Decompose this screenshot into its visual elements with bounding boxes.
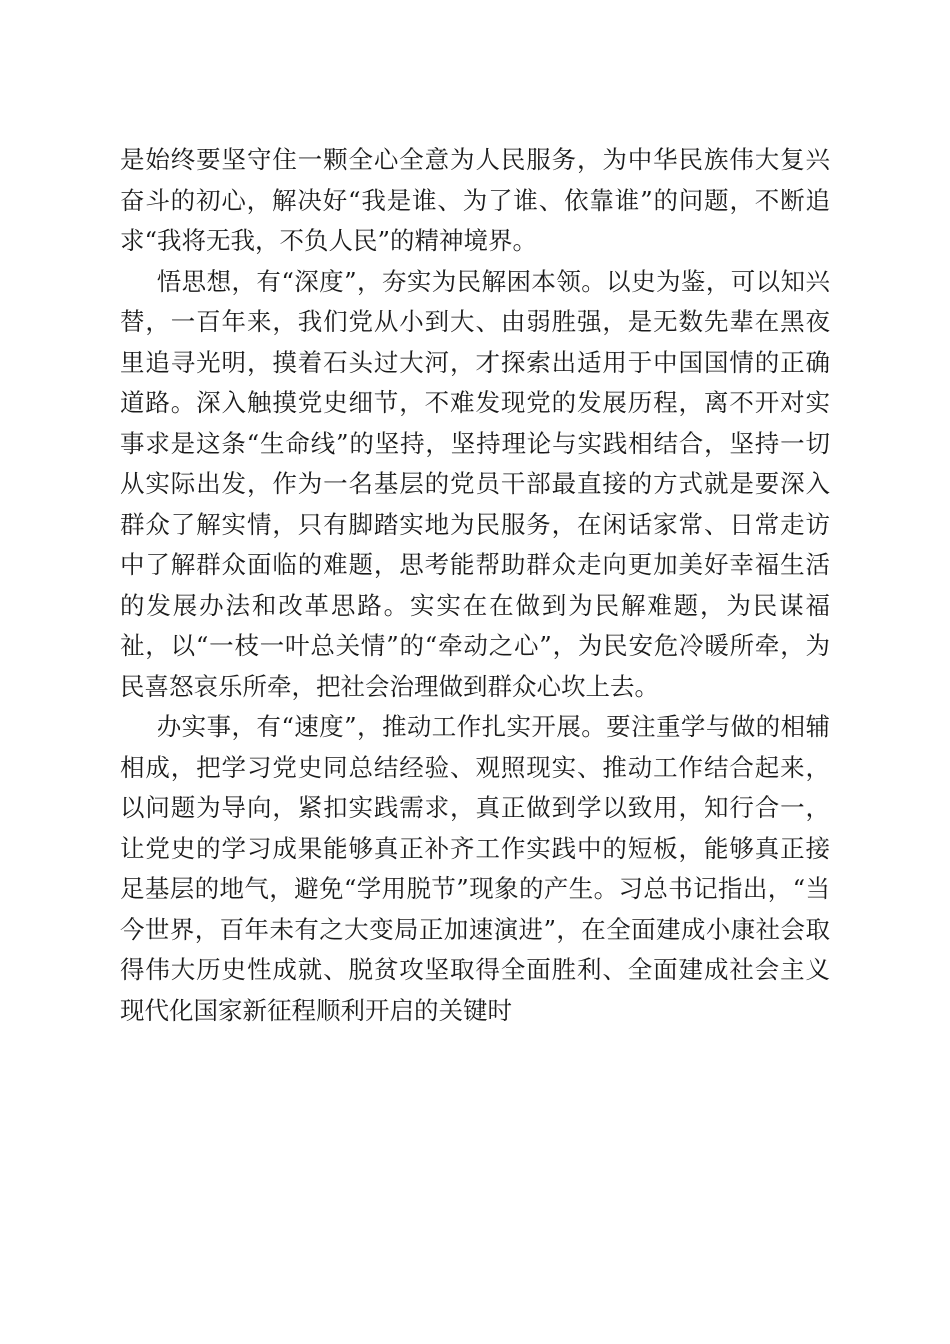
- paragraph-deep-thought: 悟思想，有“深度”，夯实为民解困本领。以史为鉴，可以知兴替，一百年来，我们党从小到大、由弱胜强，是无数先辈在黑夜里追寻光明，摸着石头过大河，才探索出适用于中国国情的正确道路。深入触摸党史细节，不难发现党的发展历程，离不开对实事求是这条“生命线”的坚持，坚持理论与实践相结合，坚持一切从实际出发，作为一名基层的党员干部最直接的方式就是要深入群众了解实情，只有脚踏实地为民服务，在闲话家常、日常走访中了解群众面临的难题，思考能帮助群众走向更加美好幸福生活的发展办法和改革思路。实实在在做到为民解难题，为民谋福祉，以“一枝一叶总关情”的“牵动之心”，为民安危冷暖所牵，为民喜怒哀乐所牵，把社会治理做到群众心坎上去。: [120, 266, 830, 701]
- paragraph-practical-work: 办实事，有“速度”，推动工作扎实开展。要注重学与做的相辅相成，把学习党史同总结经验、观照现实、推动工作结合起来，以问题为导向，紧扣实践需求，真正做到学以致用，知行合一，让党史的学习成果能够真正补齐工作实践中的短板，能够真正接足基层的地气，避免“学用脱节”现象的产生。习总书记指出，“当今世界，百年未有之大变局正加速演进”，在全面建成小康社会取得伟大历史性成就、脱贫攻坚取得全面胜利、全面建成社会主义现代化国家新征程顺利开启的关键时: [120, 712, 830, 1025]
- body-text: [120, 140, 830, 1031]
- paragraph-continuation: 是始终要坚守住一颗全心全意为人民服务，为中华民族伟大复兴奋斗的初心，解决好“我是谁、为了谁、依靠谁”的问题，不断追求“我将无我，不负人民”的精神境界。: [120, 145, 830, 255]
